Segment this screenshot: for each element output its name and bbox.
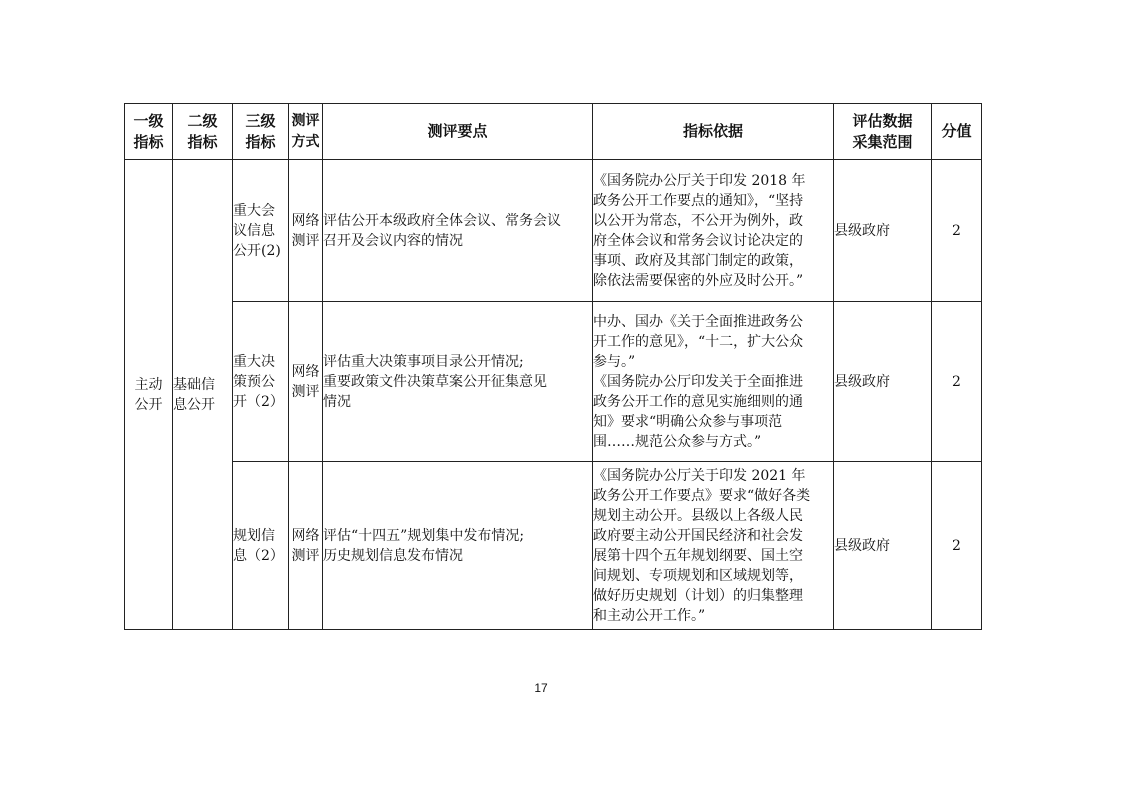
- header-scope: 评估数据 采集范围: [834, 104, 932, 160]
- header-level3: 三级 指标: [233, 104, 289, 160]
- table-row: [125, 160, 982, 302]
- header-level1: 一级 指标: [125, 104, 173, 160]
- score-cell: 2: [932, 462, 982, 630]
- level1-cell: 主动 公开: [125, 160, 173, 630]
- basis-cell: 《国务院办公厅关于印发 2018 年 政务公开工作要点的通知》，“坚持 以公开为常态，不公开为例外，政 府全体会议和常务会议讨论决定的 事项、政府及其部门制定的政策， 除依法需要保密的外应及时公开。”: [593, 160, 834, 302]
- scope-cell: 县级政府: [834, 160, 932, 302]
- level2-cell: 基础信 息公开: [173, 160, 233, 630]
- scope-cell: 县级政府: [834, 302, 932, 462]
- header-points: 测评要点: [323, 104, 593, 160]
- method-cell: 网络 测评: [289, 160, 323, 302]
- score-cell: 2: [932, 302, 982, 462]
- basis-cell: 中办、国办《关于全面推进政务公 开工作的意见》，“十二，扩大公众 参与。” 《国务院办公厅印发关于全面推进 政务公开工作的意见实施细则的通 知》要求“明确公众参与事项范 围……规范公众参与方式。”: [593, 302, 834, 462]
- table-row: [125, 462, 982, 630]
- score-cell: 2: [932, 160, 982, 302]
- table-row: [125, 302, 982, 462]
- level3-cell: 规划信 息（2）: [233, 462, 289, 630]
- method-cell: 网络 测评: [289, 462, 323, 630]
- level3-cell: 重大决 策预公 开（2）: [233, 302, 289, 462]
- points-cell: 评估重大决策事项目录公开情况; 重要政策文件决策草案公开征集意见 情况: [323, 302, 593, 462]
- evaluation-table: [124, 103, 982, 630]
- header-score: 分值: [932, 104, 982, 160]
- basis-cell: 《国务院办公厅关于印发 2021 年 政务公开工作要点》要求“做好各类 规划主动公开。县级以上各级人民 政府要主动公开国民经济和社会发 展第十四个五年规划纲要、国土空 间规划、专项规划和区域规划等， 做好历史规划（计划）的归集整理 和主动公开工作。”: [593, 462, 834, 630]
- header-level2: 二级 指标: [173, 104, 233, 160]
- page-number: 17: [534, 681, 548, 695]
- header-method: 测评 方式: [289, 104, 323, 160]
- level3-cell: 重大会 议信息 公开(2): [233, 160, 289, 302]
- scope-cell: 县级政府: [834, 462, 932, 630]
- points-cell: 评估“十四五”规划集中发布情况; 历史规划信息发布情况: [323, 462, 593, 630]
- header-basis: 指标依据: [593, 104, 834, 160]
- table-header-row: [125, 104, 982, 160]
- points-cell: 评估公开本级政府全体会议、常务会议 召开及会议内容的情况: [323, 160, 593, 302]
- method-cell: 网络 测评: [289, 302, 323, 462]
